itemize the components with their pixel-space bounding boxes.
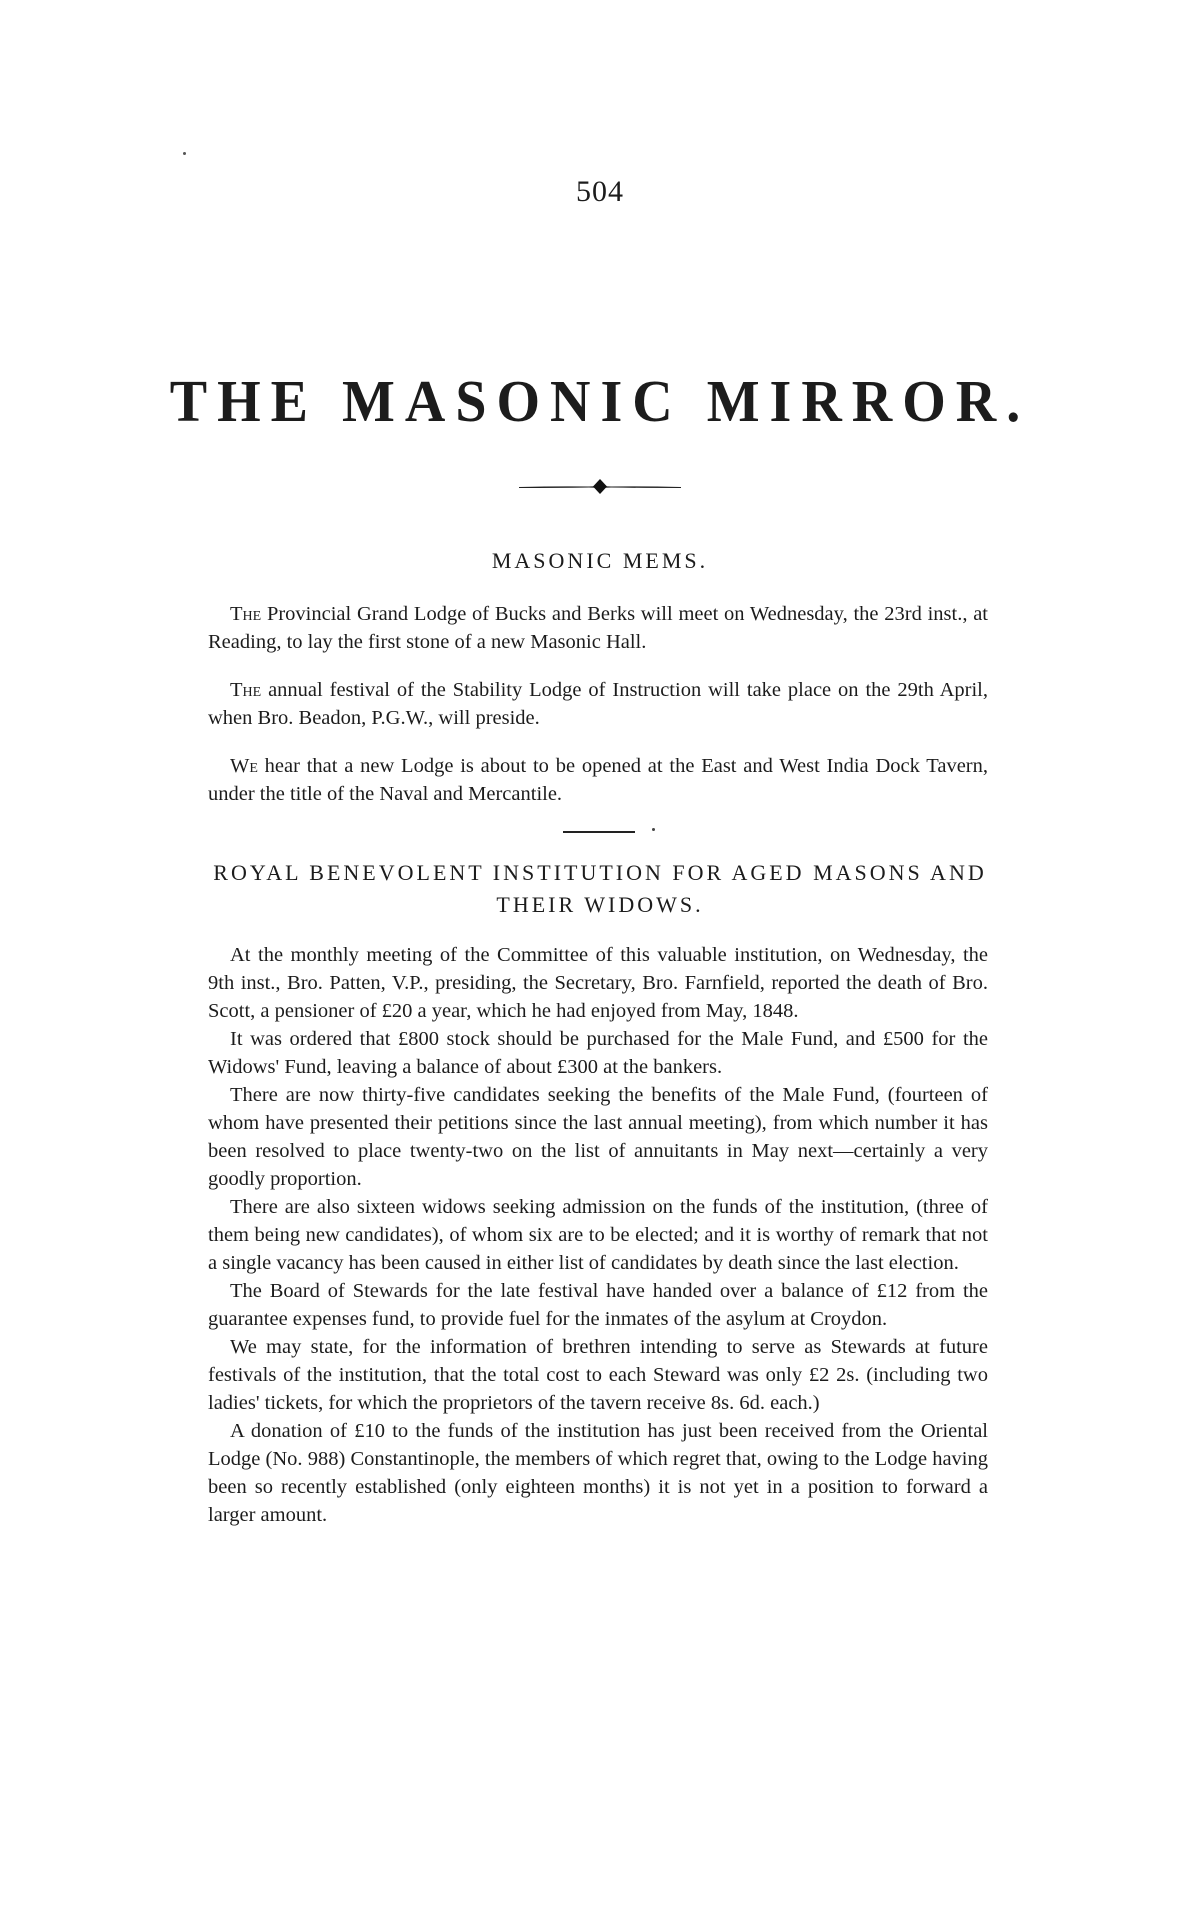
page-number: 504 xyxy=(576,175,624,208)
article-paragraph: A donation of £10 to the funds of the institution has just been received from the Oriental Lodge (No. 988) Constantinople, the members of which regret that, owing to the Lodge having been so recently established (only eighteen months) it is not yet in a position to forward a larger amount. xyxy=(208,1420,988,1526)
section-heading-masonic-mems: MASONIC MEMS. xyxy=(491,548,709,573)
section-divider xyxy=(563,831,635,833)
print-speck xyxy=(183,152,186,155)
article-paragraph: There are now thirty-five candidates seeking the benefits of the Male Fund, (fourteen of whom have presented their petitions since the last annual meeting), from which number it has been resolved to place twenty-two on the list of annuitants in May next—certainly a very goodly proportion. xyxy=(208,1084,988,1190)
mem-text: Provincial Grand Lodge of Bucks and Berks will meet on Wednesday, the 23rd inst., at Reading, to lay the first stone of a new Masonic Hall. xyxy=(208,603,988,653)
article-paragraph: It was ordered that £800 stock should be purchased for the Male Fund, and £500 for the Widows' Fund, leaving a balance of about £300 at the bankers. xyxy=(208,1028,988,1078)
section-heading-royal-benevolent xyxy=(0,857,1200,921)
print-speck xyxy=(652,828,655,831)
mem-item xyxy=(208,600,988,656)
heading-line: THEIR WIDOWS. xyxy=(496,892,704,917)
article-paragraph: The Board of Stewards for the late festival have handed over a balance of £12 from the guarantee expenses fund, to provide fuel for the inmates of the asylum at Croydon. xyxy=(208,1280,988,1330)
diamond-ornament-icon xyxy=(593,479,607,494)
journal-title: THE MASONIC MIRROR. xyxy=(169,369,1031,435)
mem-text: annual festival of the Stability Lodge of Instruction will take place on the 29th April, when Bro. Beadon, P.G.W., will preside. xyxy=(208,679,988,729)
mem-lead: The xyxy=(230,603,262,625)
mem-item xyxy=(208,676,988,732)
article-paragraph: We may state, for the information of brethren intending to serve as Stewards at future festivals of the institution, that the total cost to each Steward was only £2 2s. (including two ladies' tickets, for which the proprietors of the tavern receive 8s. 6d. each.) xyxy=(208,1336,988,1414)
mem-item xyxy=(208,752,988,808)
article-body xyxy=(208,941,988,1529)
heading-line: ROYAL BENEVOLENT INSTITUTION FOR AGED MASONS AND xyxy=(213,860,987,885)
article-paragraph: At the monthly meeting of the Committee of this valuable institution, on Wednesday, the 9th inst., Bro. Patten, V.P., presiding, the Secretary, Bro. Farnfield, reported the death of Bro. Scott, a pensioner of £20 a year, which he had enjoyed from May, 1848. xyxy=(208,944,988,1022)
ornament-divider xyxy=(519,478,681,494)
article-paragraph: There are also sixteen widows seeking admission on the funds of the institution, (three of them being new candidates), of whom six are to be elected; and it is worthy of remark that not a single vacancy has been caused in either list of candidates by death since the last election. xyxy=(208,1196,988,1274)
mem-lead: We xyxy=(230,755,258,777)
mem-text: hear that a new Lodge is about to be opened at the East and West India Dock Tavern, under the title of the Naval and Mercantile. xyxy=(208,755,988,805)
mem-lead: The xyxy=(230,679,262,701)
